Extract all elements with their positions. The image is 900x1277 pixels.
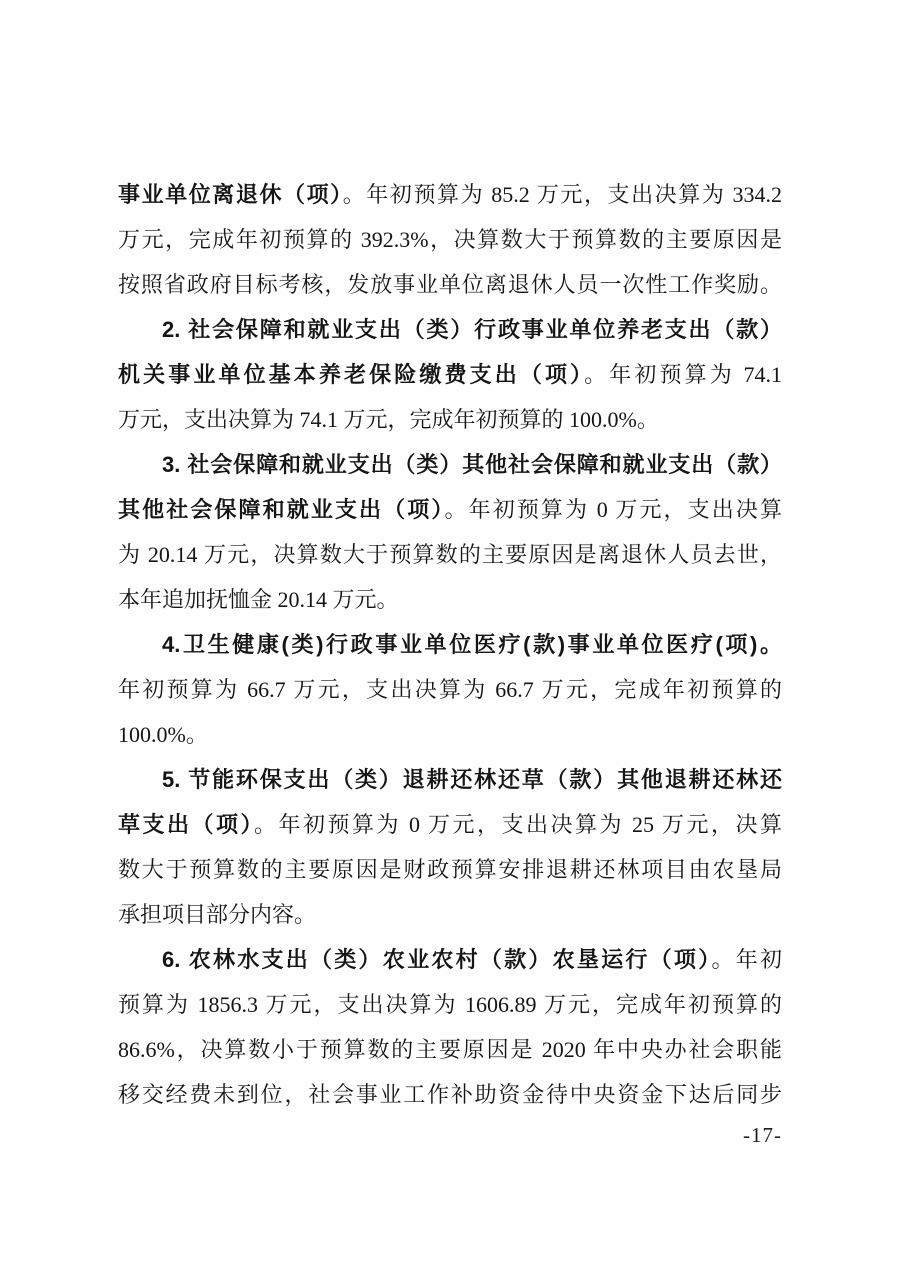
heading-text-run: 机关事业单位基本养老保险缴费支出（项）	[118, 362, 585, 387]
para-6-agriculture-expenditure	[118, 937, 782, 1117]
body-text-run: 。年初	[711, 947, 782, 972]
heading-text-run: 2. 社会保障和就业支出（类）行政事业单位养老支出（款）	[162, 317, 782, 342]
text-line	[118, 172, 782, 217]
text-line	[118, 262, 782, 307]
text-line	[118, 937, 782, 982]
body-text-run: 移交经费未到位，社会事业工作补助资金待中央资金下达后同步	[118, 1082, 782, 1107]
heading-text-run: 事业单位离退休（项）	[118, 182, 343, 207]
body-text-run: 按照省政府目标考核，发放事业单位离退休人员一次性工作奖励。	[118, 272, 782, 297]
text-line	[118, 802, 782, 847]
body-text-run: 。年初预算为 74.1	[584, 362, 782, 387]
heading-text-run: 草支出（项）	[118, 812, 254, 837]
body-text-run: 86.6%，决算数小于预算数的主要原因是 2020 年中央办社会职能	[118, 1037, 782, 1062]
body-text-run: 万元，完成年初预算的 392.3%，决算数大于预算数的主要原因是	[118, 227, 782, 252]
text-line	[118, 352, 782, 397]
text-line	[118, 847, 782, 892]
body-text-run: 100.0%。	[118, 722, 208, 747]
text-line	[118, 667, 782, 712]
text-line	[118, 622, 782, 667]
text-line	[118, 982, 782, 1027]
body-text-run: 承担项目部分内容。	[118, 902, 317, 927]
body-text-run: 预算为 1856.3 万元，支出决算为 1606.89 万元，完成年初预算的	[118, 992, 782, 1017]
heading-text-run: 4.卫生健康(类)行政事业单位医疗(款)事业单位医疗(项)。	[162, 632, 782, 657]
para-2-pension-expenditure	[118, 307, 782, 442]
body-text-run: 年初预算为 66.7 万元，支出决算为 66.7 万元，完成年初预算的	[118, 677, 782, 702]
para-5-energy-conservation	[118, 757, 782, 937]
body-text-run: 。年初预算为 0 万元，支出决算为 25 万元，决算	[254, 812, 782, 837]
para-3-other-social-security	[118, 442, 782, 622]
body-text-run: 。年初预算为 85.2 万元，支出决算为 334.2	[342, 182, 782, 207]
text-line	[118, 577, 782, 622]
text-line	[118, 1072, 782, 1117]
text-line	[118, 892, 782, 937]
text-line	[118, 397, 782, 442]
para-4-health-expenditure	[118, 622, 782, 757]
page-number: -17-	[743, 1123, 782, 1147]
text-line	[118, 487, 782, 532]
body-text-run: 万元，支出决算为 74.1 万元，完成年初预算的 100.0%。	[118, 407, 659, 432]
heading-text-run: 6. 农林水支出（类）农业农村（款）农垦运行（项）	[162, 947, 712, 972]
heading-text-run: 其他社会保障和就业支出（项）	[118, 497, 445, 522]
body-text-run: 。年初预算为 0 万元，支出决算	[444, 497, 782, 522]
para-1-continuation	[118, 172, 782, 307]
text-line	[118, 712, 782, 757]
text-line	[118, 307, 782, 352]
document-body	[118, 172, 782, 1117]
body-text-run: 本年追加抚恤金 20.14 万元。	[118, 587, 399, 612]
text-line	[118, 757, 782, 802]
text-line	[118, 532, 782, 577]
text-line	[118, 1027, 782, 1072]
heading-text-run: 5. 节能环保支出（类）退耕还林还草（款）其他退耕还林还	[162, 767, 782, 792]
text-line	[118, 217, 782, 262]
body-text-run: 为 20.14 万元，决算数大于预算数的主要原因是离退休人员去世，	[118, 542, 782, 567]
body-text-run: 数大于预算数的主要原因是财政预算安排退耕还林项目由农垦局	[118, 857, 782, 882]
heading-text-run: 3. 社会保障和就业支出（类）其他社会保障和就业支出（款）	[162, 452, 782, 477]
text-line	[118, 442, 782, 487]
